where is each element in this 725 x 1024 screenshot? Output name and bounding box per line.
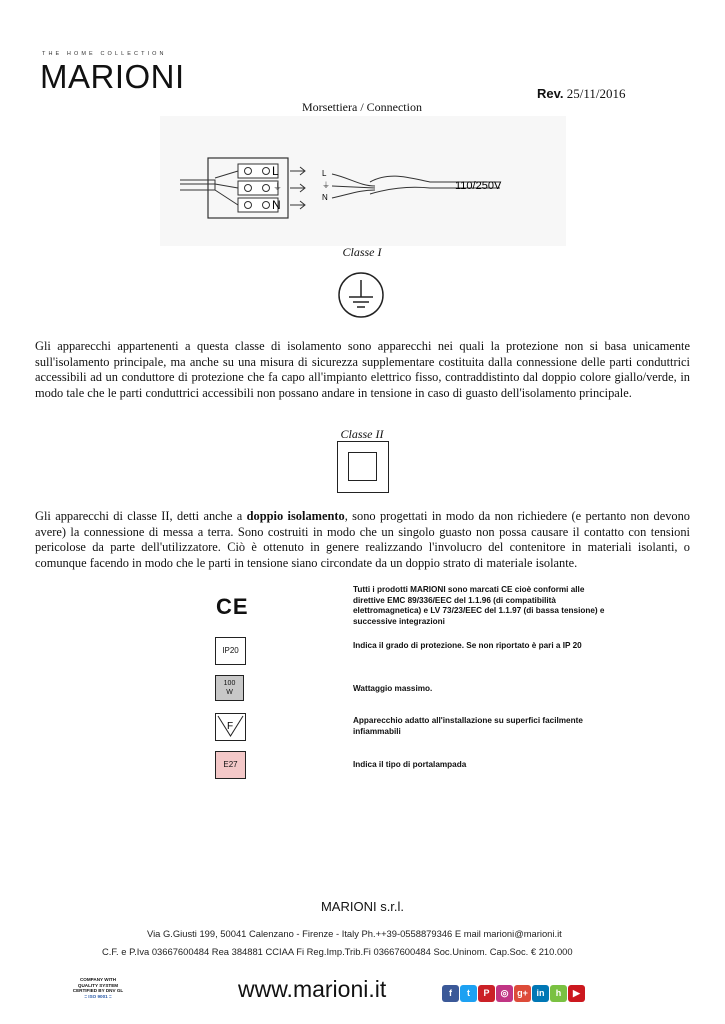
company-address: Via G.Giusti 199, 50041 Calenzano - Firenze - Italy Ph.++39-0558879346 E mail marioni@marioni.it — [147, 928, 562, 939]
ce-text: Tutti i prodotti MARIONI sono marcati CE cioè conformi alle direttive EMC 89/336/EEC del 1.1.96 (di compatibilità elettromagnetica) e LV 73/23/EEC del 1.1.97 (di bassa tensione) e successive integrazioni — [353, 585, 605, 626]
pinterest-icon[interactable]: P — [478, 985, 495, 1002]
brand-tagline: THE HOME COLLECTION — [42, 51, 167, 57]
youtube-icon[interactable]: ▶ — [568, 985, 585, 1002]
quality-certification-badge: COMPANY WITH QUALITY SYSTEM CERTIFIED BY DNV GL = ISO 9001 = — [72, 977, 124, 999]
doppio-isolamento-bold: doppio isolamento — [246, 509, 345, 523]
facebook-icon[interactable]: f — [442, 985, 459, 1002]
svg-text:N: N — [322, 193, 328, 202]
ip20-icon: IP20 — [215, 637, 246, 665]
classe1-title: Classe I — [342, 245, 382, 259]
linkedin-icon[interactable]: in — [532, 985, 549, 1002]
brand-logo: MARIONI — [40, 58, 185, 95]
connection-diagram — [160, 116, 566, 246]
classe2-title: Classe II — [340, 427, 384, 441]
rev-date: 25/11/2016 — [566, 86, 626, 101]
svg-text:N: N — [272, 198, 281, 212]
classe1-description: Gli apparecchi appartenenti a questa classe di isolamento sono apparecchi nei quali la protezione non si basa unicamente sull'isolamento principale, ma anche su una misura di sicurezza supplementare costituita dalla connessione delle parti conduttrici accessibili ad un conduttore di protezione che fa capo all'impianto elettrico fisso, contraddistinto dal doppio colore giallo/verde, in modo tale che le parti conduttrici accessibili non possano andare in tensione in caso di guasto dell'isolamento principale. — [35, 339, 690, 400]
ip-text: Indica il grado di protezione. Se non riportato è pari a IP 20 — [353, 641, 582, 650]
classe2-description: Gli apparecchi di classe II, detti anche a doppio isolamento, sono progettati in modo da non richiedere (e pertanto non devono avere) la connessione di messa a terra. Sono costruiti in modo che un singolo guasto non possa causare il contatto con tensioni pericolose da parte dell'utilizzatore. Ciò è ottenuto in genere realizzando l'involucro del contenitore in materiali isolanti, o comunque facendo in modo che le parti in tensione siano circondate da un doppio strato di materiale isolante. — [35, 509, 690, 570]
svg-text:⏚: ⏚ — [322, 181, 330, 190]
instagram-icon[interactable]: ◎ — [496, 985, 513, 1002]
social-icons — [442, 983, 586, 1002]
houzz-icon[interactable]: h — [550, 985, 567, 1002]
revision — [537, 86, 626, 102]
double-insulation-icon — [337, 441, 389, 493]
svg-text:L: L — [272, 164, 279, 178]
twitter-icon[interactable]: t — [460, 985, 477, 1002]
flammable-text: Apparecchio adatto all'installazione su superfici facilmente infiammabili — [353, 716, 583, 736]
e27-icon: E27 — [215, 751, 246, 779]
e27-text: Indica il tipo di portalampada — [353, 760, 467, 769]
connection-title: Morsettiera / Connection — [302, 100, 422, 114]
website-link[interactable]: www.marioni.it — [238, 976, 387, 1002]
svg-text:110/250V: 110/250V — [455, 180, 502, 192]
company-name: MARIONI s.r.l. — [320, 899, 405, 914]
ce-mark-icon: CE — [216, 594, 249, 619]
svg-text:L: L — [322, 169, 327, 178]
svg-text:⏚: ⏚ — [273, 182, 283, 192]
wattage-icon: 100 W — [215, 675, 244, 701]
svg-text:F: F — [227, 721, 234, 732]
wattage-text: Wattaggio massimo. — [353, 684, 433, 693]
company-registry: C.F. e P.Iva 03667600484 Rea 384881 CCIAA Fi Reg.Imp.Trib.Fi 03667600484 Soc.Uninom. Cap.Soc. € 210.000 — [102, 946, 573, 957]
wiring-diagram-svg — [160, 116, 566, 246]
rev-label: Rev. — [537, 86, 564, 101]
google-plus-icon[interactable]: g+ — [514, 985, 531, 1002]
flammable-surface-icon — [215, 713, 246, 741]
earth-symbol-icon — [336, 270, 386, 320]
